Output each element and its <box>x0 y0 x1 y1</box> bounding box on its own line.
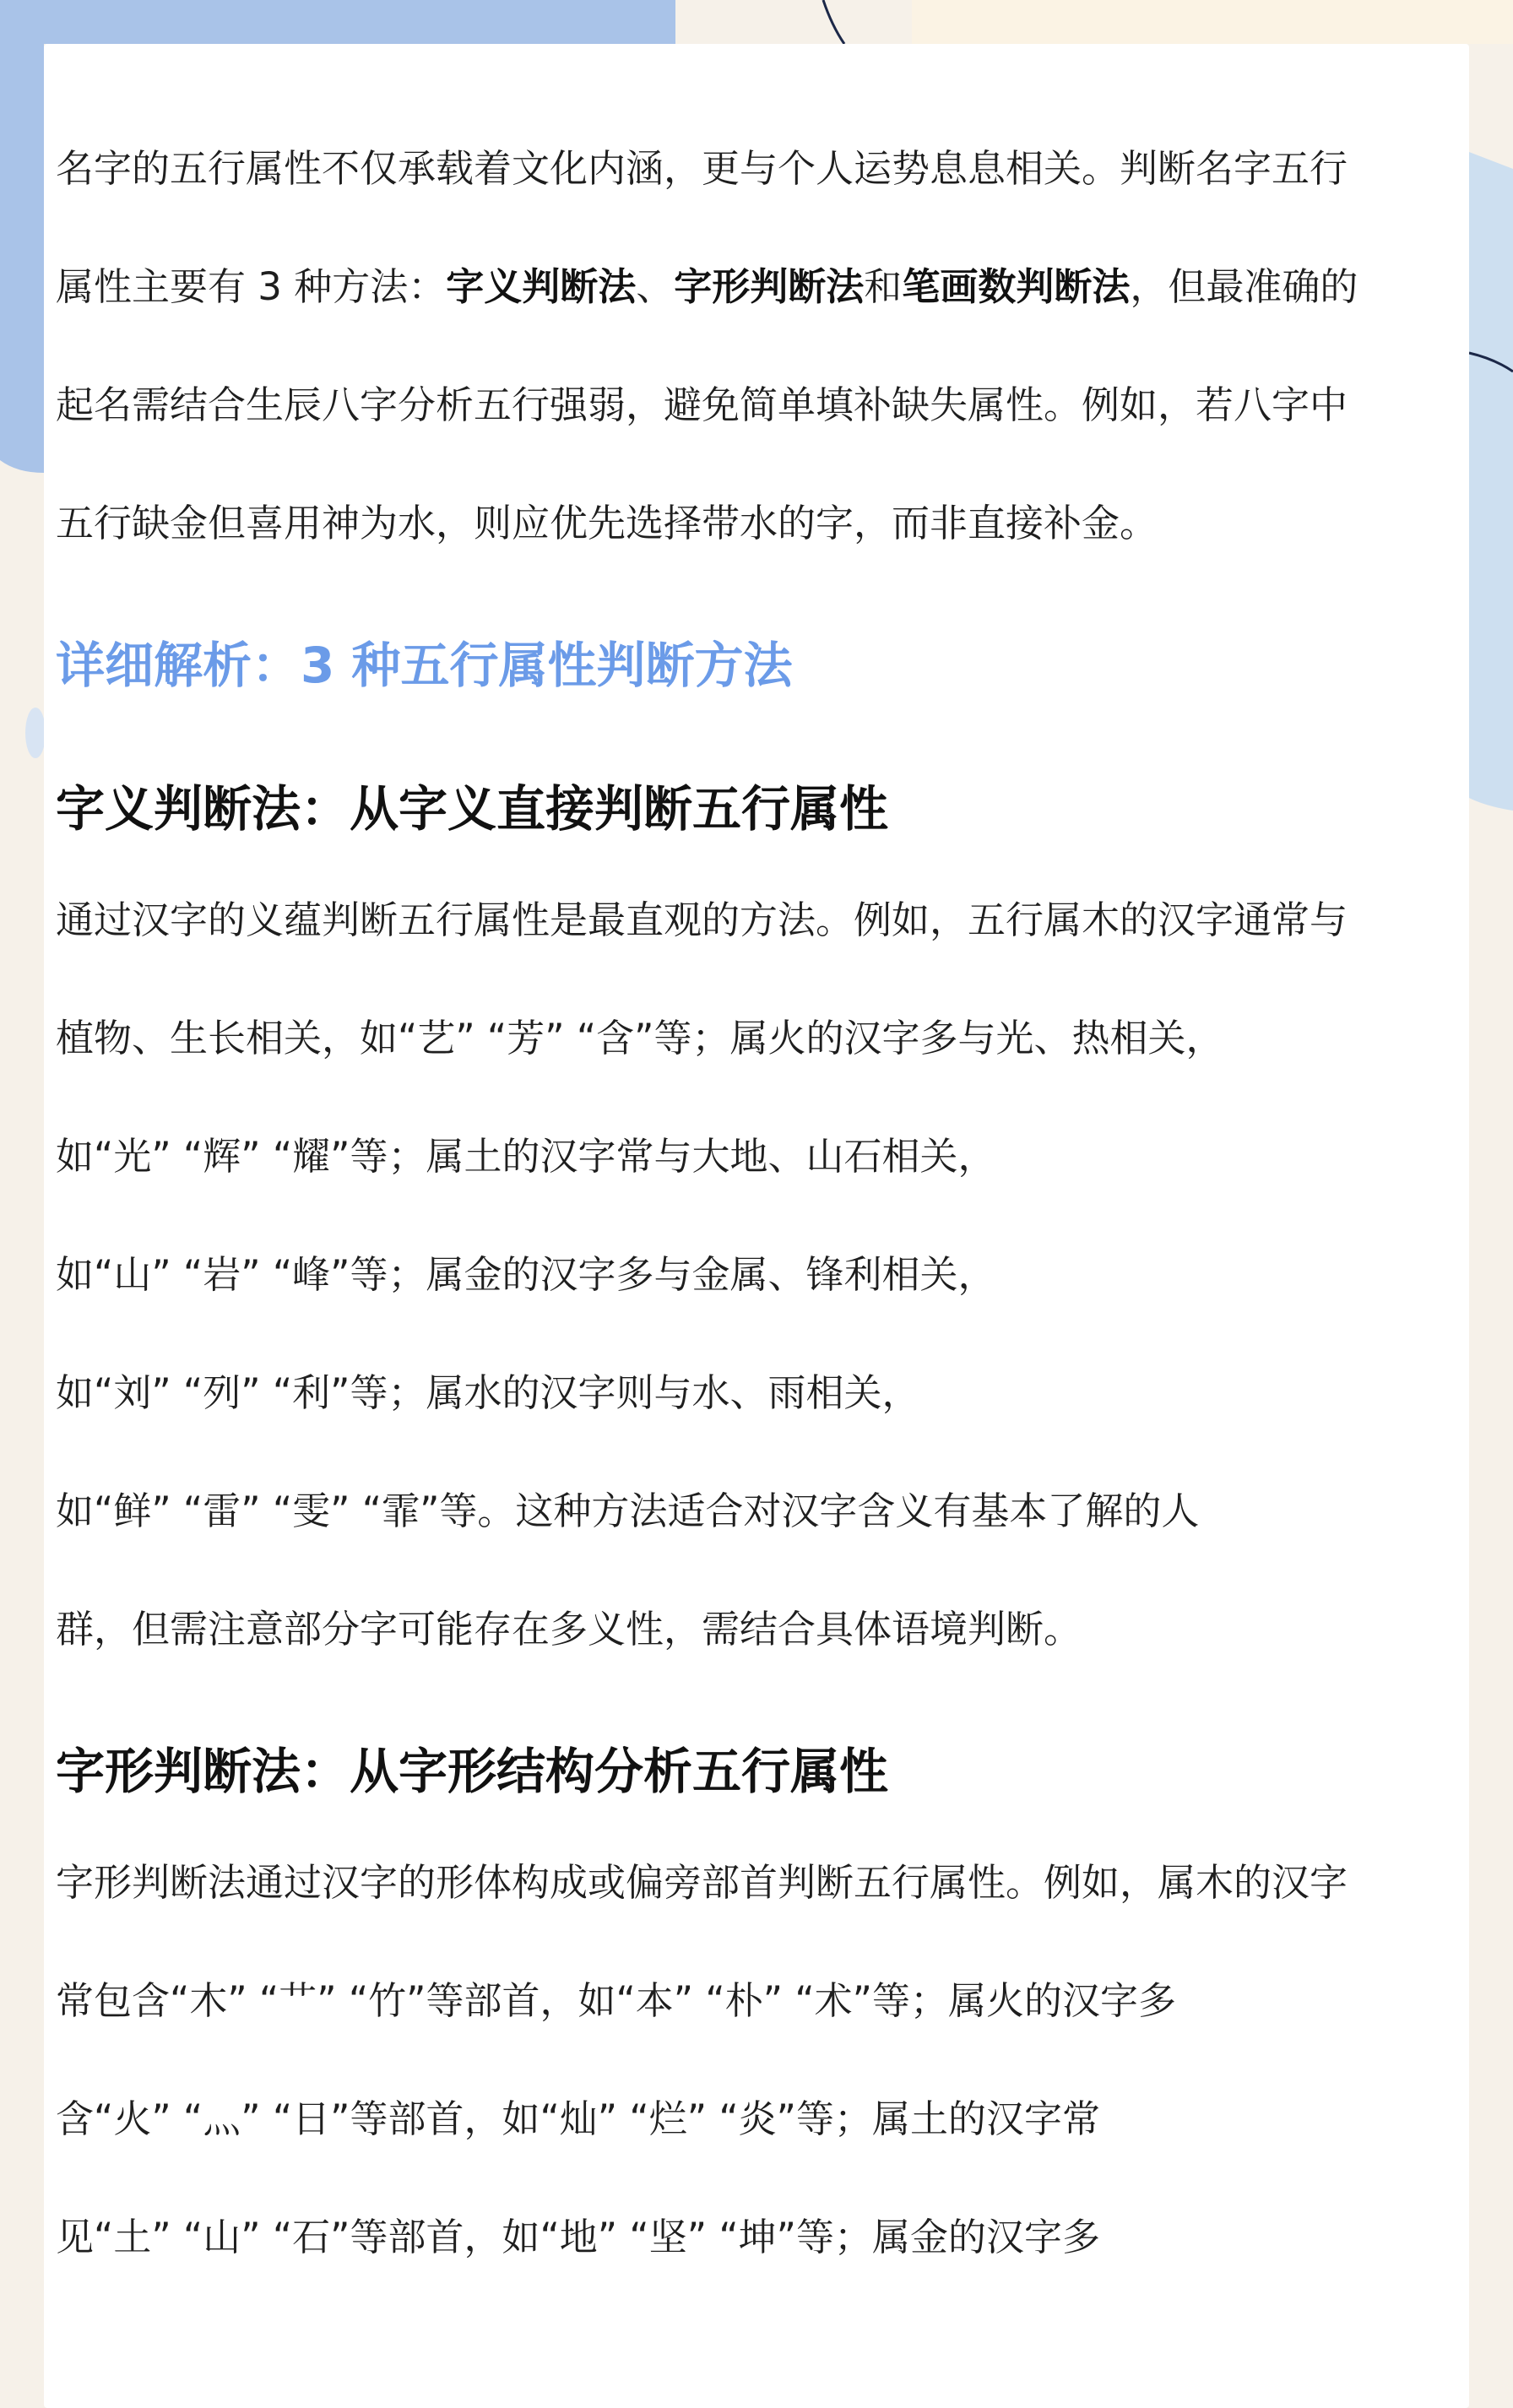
intro-line-2-suffix: ，但最准确的 <box>1130 264 1358 309</box>
meaning-line: 如“光” “辉” “耀”等；属土的汉字常与大地、山石相关， <box>56 1134 996 1179</box>
meaning-method-paragraph <box>56 861 1407 1689</box>
intro-line-4: 五行缺金但喜用神为水，则应优先选择带水的字，而非直接补金。 <box>56 501 1158 545</box>
shape-method-heading: 字形判断法：从字形结构分析五行属性 <box>56 1743 889 1800</box>
shape-line: 常包含“木” “艹” “竹”等部首，如“本” “朴” “术”等；属火的汉字多 <box>56 1978 1176 2023</box>
shape-line: 见“土” “山” “石”等部首，如“地” “坚” “坤”等；属金的汉字多 <box>56 2215 1100 2259</box>
shape-line: 字形判断法通过汉字的形体构成或偏旁部首判断五行属性。例如，属木的汉字 <box>56 1860 1348 1905</box>
meaning-line: 通过汉字的义蕴判断五行属性是最直观的方法。例如，五行属木的汉字通常与 <box>56 898 1348 942</box>
intro-line-1: 名字的五行属性不仅承载着文化内涵，更与个人运势息息相关。判断名字五行 <box>56 146 1348 191</box>
shape-line: 含“火” “灬” “日”等部首，如“灿” “烂” “炎”等；属土的汉字常 <box>56 2096 1100 2141</box>
meaning-method-heading: 字义判断法：从字义直接判断五行属性 <box>56 780 889 838</box>
intro-paragraph <box>56 110 1407 583</box>
meaning-line: 植物、生长相关，如“艺” “芳” “含”等；属火的汉字多与光、热相关， <box>56 1016 1224 1060</box>
separator-1: 、 <box>636 264 675 309</box>
method-meaning-term: 字义判断法 <box>446 264 637 309</box>
meaning-line: 群，但需注意部分字可能存在多义性，需结合具体语境判断。 <box>56 1607 1082 1651</box>
method-shape-term: 字形判断法 <box>674 264 865 309</box>
meaning-line: 如“鲜” “雷” “雯” “霏”等。这种方法适合对汉字含义有基本了解的人 <box>56 1489 1200 1533</box>
intro-line-3: 起名需结合生辰八字分析五行强弱，避免简单填补缺失属性。例如，若八字中 <box>56 382 1348 427</box>
meaning-line: 如“山” “岩” “峰”等；属金的汉字多与金属、锋利相关， <box>56 1252 996 1297</box>
meaning-line: 如“刘” “列” “利”等；属水的汉字则与水、雨相关， <box>56 1370 920 1415</box>
shape-method-paragraph <box>56 1824 1407 2297</box>
section-title: 详细解析：3 种五行属性判断方法 <box>56 637 793 694</box>
intro-line-2 <box>56 228 1407 346</box>
intro-line-2-prefix: 属性主要有 3 种方法： <box>56 264 447 309</box>
separator-2: 和 <box>864 264 903 309</box>
method-stroke-term: 笔画数判断法 <box>902 264 1131 309</box>
